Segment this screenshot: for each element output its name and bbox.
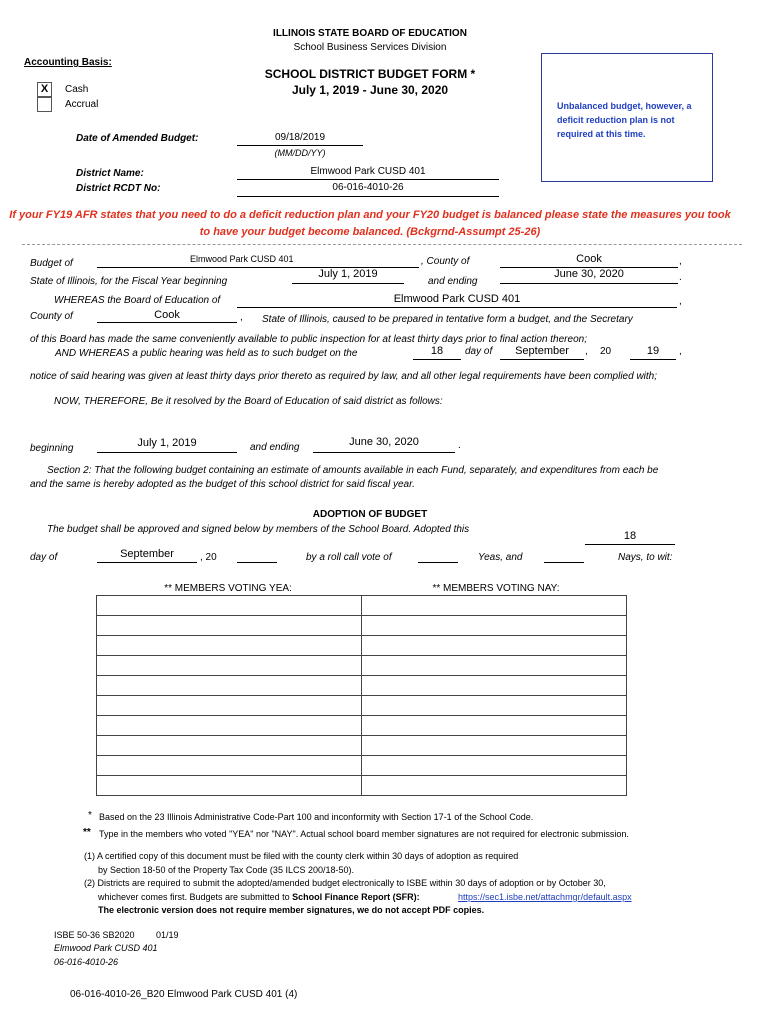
fy-end-period: . [679,272,682,283]
cash-checkbox[interactable]: X [37,82,52,97]
nay-cell[interactable] [362,736,627,756]
form-title: SCHOOL DISTRICT BUDGET FORM * [264,67,476,81]
roll-call-label: by a roll call vote of [306,552,392,563]
state-caused-text: State of Illinois, caused to be prepared in tentative form a budget, and the Secretary [262,314,633,325]
and-whereas-text: AND WHEREAS a public hearing was held as to such budget on the [55,348,358,359]
nay-cell[interactable] [362,776,627,796]
district-rcdt-label: District RCDT No: [76,183,161,194]
yea-cell[interactable] [97,736,362,756]
adoption-title: ADOPTION OF BUDGET [312,509,428,520]
yea-cell[interactable] [97,676,362,696]
county-2-value[interactable]: Cook [154,309,180,321]
form-date: 01/19 [156,930,179,940]
footnote-dstar-text: Type in the members who voted "YEA" nor "NAY". Actual school board member signatures are not required for electronic submission. [99,829,629,839]
yea-cell[interactable] [97,616,362,636]
note-2-text: whichever comes first. Budgets are submitted to [98,892,290,902]
cash-label: Cash [65,84,89,95]
adoption-text: The budget shall be approved and signed below by members of the School Board. Adopted this [47,524,470,535]
warning-line-1: If your FY19 AFR states that you need to do a deficit reduction plan and your FY20 budget is balanced please state the measures you took [9,209,731,221]
hearing-year-comma: , [679,346,682,357]
whereas-label: WHEREAS the Board of Education of [54,295,221,306]
county-2-comma: , [240,312,243,323]
county-of-label: , County of [421,256,470,267]
beginning-line [97,452,237,453]
fy-begin-value[interactable]: July 1, 2019 [318,268,378,280]
fy-end-line [500,283,678,284]
yea-cell[interactable] [97,756,362,776]
yea-cell[interactable] [97,696,362,716]
hearing-month-value[interactable]: September [515,345,569,357]
section-2-line-1: Section 2: That the following budget containing an estimate of amounts available in each Fund, separately, and expenditures from each be [47,465,659,476]
fy-begin-line [292,283,404,284]
sfr-label: School Finance Report (SFR): [292,892,420,902]
note-1-line-2: by Section 18-50 of the Property Tax Code (35 ILCS 200/18-50). [98,865,354,875]
district-rcdt-line [237,196,499,197]
ending-label: and ending [250,442,300,453]
nay-cell[interactable] [362,656,627,676]
footer-rcdt: 06-016-4010-26 [54,957,119,967]
ending-value[interactable]: June 30, 2020 [349,436,419,448]
form-number: ISBE 50-36 SB2020 [54,930,135,940]
district-name-value[interactable]: Elmwood Park CUSD 401 [310,166,426,177]
table-row [97,636,627,656]
adopted-month-line [97,562,197,563]
table-row [97,756,627,776]
footnote-dstar-mark: ** [83,827,91,838]
table-row [97,596,627,616]
footnote-star-text: Based on the 23 Illinois Administrative Code-Part 100 and inconformity with Section 17-1 of the School Code. [99,812,534,822]
note-2-line-3: The electronic version does not require member signatures, we do not accept PDF copies. [98,905,485,915]
yea-cell[interactable] [97,776,362,796]
yea-cell[interactable] [97,656,362,676]
county-value[interactable]: Cook [576,253,602,265]
nay-cell[interactable] [362,636,627,656]
notice-hearing-text: notice of said hearing was given at least thirty days prior thereto as required by law, and all other legal requirements have been complied with; [30,371,658,382]
state-fy-label: State of Illinois, for the Fiscal Year beginning [30,276,228,287]
county-of-2-label: County of [30,311,73,322]
now-therefore-text: NOW, THEREFORE, Be it resolved by the Board of Education of said district as follows: [54,396,443,407]
hearing-day-of-label: day of [465,346,493,357]
hearing-year-line [630,359,676,360]
hearing-day-line [413,359,461,360]
nay-cell[interactable] [362,696,627,716]
adopted-day-of-label: day of [30,552,58,563]
nay-header: ** MEMBERS VOTING NAY: [432,583,560,594]
amended-date-label: Date of Amended Budget: [76,133,199,144]
hearing-month-line [500,359,584,360]
yea-header: ** MEMBERS VOTING YEA: [164,583,292,594]
yeas-count-line[interactable] [418,562,458,563]
note-2-line-2 [98,892,420,902]
agency-name: ILLINOIS STATE BOARD OF EDUCATION [273,28,467,39]
footer-district: Elmwood Park CUSD 401 [54,943,158,953]
this-board-text: of this Board has made the same conveniently available to public inspection for at least thirty days prior to final action thereon; [30,334,587,345]
nay-cell[interactable] [362,716,627,736]
nay-cell[interactable] [362,616,627,636]
table-row [97,716,627,736]
nays-count-line[interactable] [544,562,584,563]
nay-cell[interactable] [362,596,627,616]
footnote-star-mark: * [88,810,92,821]
nays-label: Nays, to wit: [618,552,673,563]
table-row [97,616,627,636]
district-rcdt-value[interactable]: 06-016-4010-26 [332,182,404,193]
whereas-line [237,307,677,308]
district-name-label: District Name: [76,168,144,179]
note-2-line-1: (2) Districts are required to submit the adopted/amended budget electronically to ISBE within 30 days of adoption or by October 30, [84,878,606,888]
ending-line [313,452,455,453]
yea-cell[interactable] [97,596,362,616]
district-name-line [237,179,499,180]
ending-period: . [458,440,461,451]
amended-date-value[interactable]: 09/18/2019 [274,132,326,143]
members-voting-table [96,595,627,796]
whereas-value[interactable]: Elmwood Park CUSD 401 [393,293,521,305]
amended-date-line [237,145,363,146]
adopted-day-value[interactable]: 18 [623,530,637,542]
sfr-link[interactable]: https://sec1.isbe.net/attachmgr/default.aspx [458,892,632,902]
division-name: School Business Services Division [293,42,447,53]
hearing-day-value[interactable]: 18 [430,345,444,357]
date-format-hint: (MM/DD/YY) [274,148,326,158]
hearing-year-value[interactable]: 19 [646,345,660,357]
adopted-day-line [585,544,675,545]
hearing-year-prefix: 20 [600,346,612,357]
table-row [97,696,627,716]
form-period: July 1, 2019 - June 30, 2020 [291,83,449,97]
adopted-year-prefix: , 20 [200,552,217,563]
file-name: 06-016-4010-26_B20 Elmwood Park CUSD 401 (4) [70,989,298,1000]
table-row [97,656,627,676]
nay-cell[interactable] [362,756,627,776]
accounting-basis-label: Accounting Basis: [24,57,112,68]
nay-cell[interactable] [362,676,627,696]
table-row [97,736,627,756]
yea-cell[interactable] [97,716,362,736]
section-2-line-2: and the same is hereby adopted as the budget of this school district for said fiscal year. [30,479,415,490]
note-1-line-1: (1) A certified copy of this document must be filed with the county clerk within 30 days of adoption as required [84,851,519,861]
county-2-line [97,322,237,323]
budget-of-value[interactable]: Elmwood Park CUSD 401 [190,254,294,264]
yeas-label: Yeas, and [478,552,523,563]
beginning-label: beginning [30,443,74,454]
section-divider [22,244,742,245]
adopted-month-value[interactable]: September [120,548,174,560]
warning-line-2: to have your budget become balanced. (Bckgrnd-Assumpt 25-26) [199,226,541,238]
notice-text: Unbalanced budget, however, a deficit reduction plan is not required at this time. [557,101,692,139]
table-row [97,676,627,696]
accrual-checkbox[interactable] [37,97,52,112]
budget-of-label: Budget of [30,258,73,269]
county-comma: , [679,256,682,267]
beginning-value[interactable]: July 1, 2019 [137,437,197,449]
adopted-year-line[interactable] [237,562,277,563]
fy-and-ending-label: and ending [428,276,478,287]
notice-box [541,53,713,182]
table-row [97,776,627,796]
accrual-label: Accrual [65,99,99,110]
whereas-comma: , [679,296,682,307]
fy-end-value[interactable]: June 30, 2020 [554,268,624,280]
yea-cell[interactable] [97,636,362,656]
hearing-month-comma: , [585,346,588,357]
